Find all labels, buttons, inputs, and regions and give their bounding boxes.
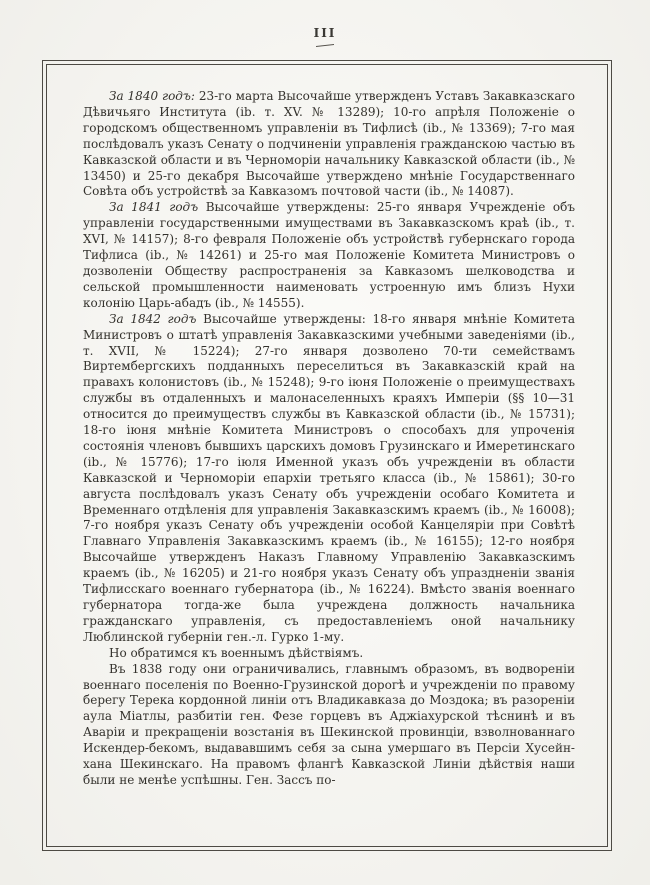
page-text (83, 89, 575, 789)
paragraph-1842 (83, 312, 575, 646)
paragraph-body: Высочайше утверждены: 25-го января Учрежденіе объ управленіи государственными имуществами въ Закавказскомъ краѣ (ib., т. XVI, № 14157); 8-го февраля Положеніе объ устройствѣ губернскаго города Тифлиса (ib., № 14261) и 25-го мая Положеніе Комитета Министровъ о дозволеніи Обществу распространенія за Кавказомъ шелководства и сельской промышленности наименовать устроенную имъ близъ Нухи колонію Царь-абадъ (ib., № 14555). (83, 200, 575, 310)
paragraph-1838-events (83, 662, 575, 789)
paragraph-lead: За 1842 годъ (109, 311, 197, 326)
page-header (0, 26, 650, 46)
paragraph-body: Высочайше утверждены: 18-го января мнѣніе Комитета Министровъ о штатѣ управленія Закавказскими учебными заведеніями (ib., т. XVII, № 15224); 27-го января дозволено 70-ти семействамъ Виртембергскихъ подданныхъ переселиться въ Закавказскій край на правахъ колонистовъ (ib., № 15248); 9-го іюня Положеніе о преимуществахъ службы въ отдаленныхъ и малонаселенныхъ краяхъ Имперіи (§§ 10—31 относится до преимуществъ службы въ Кавказской области (ib., № 15731); 18-го іюня мнѣніе Комитета Министровъ о способахъ для упроченія состоянія членовъ бывшихъ царскихъ домовъ Грузинскаго и Имеретинскаго (ib., № 15776); 17-го іюля Именной указъ объ учрежденіи въ области Кавказской и Черноморіи епархіи третьяго класса (ib., № 15861); 30-го августа послѣдовалъ указъ Сенату объ учрежденіи особаго Комитета и Временнаго отдѣленія для управленія Закавказскимъ краемъ (ib., № 16008); 7-го ноября указъ Сенату объ учрежденіи особой Канцеляріи при Совѣтѣ Главнаго Управленія Закавказскимъ краемъ (ib., № 16155); 12-го ноября Высочайше утвержденъ Наказъ Главному Управленію Закавказскимъ краемъ (ib., № 16205) и 21-го ноября указъ Сенату объ упраздненіи званія Тифлисскаго военнаго губернатора (ib., № 16224). Вмѣсто званія военнаго губернатора тогда-же была учреждена должность начальника гражданскаго управленія, съ предоставленіемъ оной начальнику Люблинской губерніи ген.-л. Гурко 1-му. (83, 311, 575, 644)
page-number: III (313, 26, 337, 40)
paragraph-lead: За 1841 годъ (109, 200, 199, 215)
paragraph-body: Въ 1838 году они ограничивались, главнымъ образомъ, въ водвореніи военнаго поселенія по Военно-Грузинской дорогѣ и учрежденіи по правому берегу Терека кордонной линіи отъ Владикавказа до Моздока; въ разореніи аула Міатлы, разбитіи ген. Фезе горцевъ въ Аджіахурской тѣснинѣ и въ Аваріи и прекращеніи возстанія въ Шекинской провинціи, взволнованнаго Искендер-бекомъ, выдававшимъ себя за сына умершаго въ Персіи Хусейн-хана Шекинскаго. На правомъ флангѣ Кавказской Линіи дѣйствія наши были не менѣе успѣшны. Ген. Зассъ по- (83, 661, 575, 787)
paragraph-body: 23-го марта Высочайше утвержденъ Уставъ Закавказскаго Дѣвичьяго Института (ib. т. XV. № 13289); 10-го апрѣля Положеніе о городскомъ общественномъ управленіи въ Тифлисѣ (ib., № 13369); 7-го мая послѣдовалъ указъ Сенату о подчиненіи управленія гражданскою частью въ Кавказской области и въ Черноморіи начальнику Кавказской области (ib., № 13450) и 25-го декабря Высочайше утверждено мнѣніе Государственнаго Совѣта объ устройствѣ за Кавказомъ почтовой части (ib., № 14087). (83, 89, 575, 199)
paragraph-body: Но обратимся къ военнымъ дѣйствіямъ. (109, 645, 364, 660)
page-number-ornament (316, 42, 334, 47)
paragraph-1841 (83, 200, 575, 311)
page-border-frame-inner (46, 64, 608, 847)
paragraph-lead: За 1840 годъ: (109, 89, 195, 103)
page-border-frame (42, 60, 612, 851)
paragraph-military-intro (83, 646, 575, 662)
paragraph-1840 (83, 89, 575, 200)
